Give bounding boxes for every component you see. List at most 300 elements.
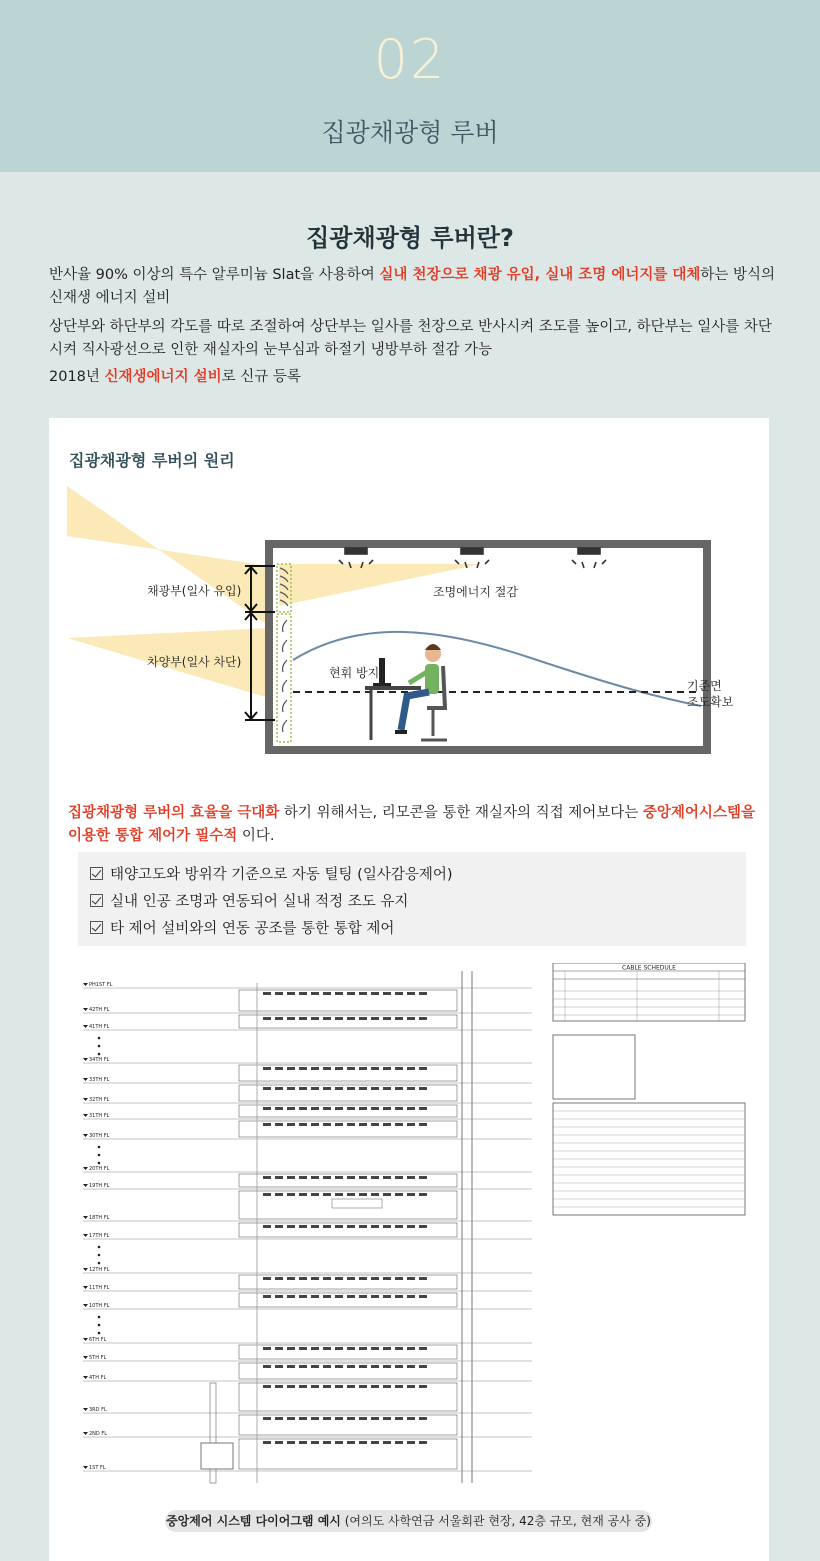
wiring-detail-box bbox=[553, 1035, 635, 1099]
louver-controller-icon bbox=[407, 1193, 415, 1196]
louver-controller-icon bbox=[287, 992, 295, 995]
floor-marker-icon bbox=[83, 1376, 88, 1379]
louver-controller-icon bbox=[407, 1087, 415, 1090]
louver-controller-icon bbox=[383, 1277, 391, 1280]
louver-controller-icon bbox=[407, 1295, 415, 1298]
louver-controller-icon bbox=[419, 1176, 427, 1179]
louver-controller-icon bbox=[347, 1441, 355, 1444]
louver-controller-icon bbox=[263, 1277, 271, 1280]
louver-controller-icon bbox=[299, 1107, 307, 1110]
floor-device-group bbox=[239, 1105, 457, 1117]
floor-label: 17TH FL bbox=[89, 1233, 110, 1239]
louver-controller-icon bbox=[347, 1067, 355, 1070]
control-description: 집광채광형 루버의 효율을 극대화 하기 위해서는, 리모콘을 통한 재실자의 직접 제어보다는 중앙제어시스템을 이용한 통합 제어가 필수적 이다. bbox=[68, 805, 755, 844]
louver-controller-icon bbox=[371, 1295, 379, 1298]
louver-controller-icon bbox=[359, 1385, 367, 1388]
floor-label: 11TH FL bbox=[89, 1285, 110, 1291]
louver-controller-icon bbox=[371, 1441, 379, 1444]
louver-controller-icon bbox=[419, 1067, 427, 1070]
louver-controller-icon bbox=[335, 1365, 343, 1368]
louver-controller-icon bbox=[275, 1107, 283, 1110]
louver-controller-icon bbox=[335, 1417, 343, 1420]
floor-label: 5TH FL bbox=[89, 1355, 107, 1361]
louver-controller-icon bbox=[407, 1123, 415, 1126]
control-panel-box bbox=[201, 1443, 233, 1469]
louver-controller-icon bbox=[323, 1417, 331, 1420]
louver-controller-icon bbox=[347, 1365, 355, 1368]
floor-label: 20TH FL bbox=[89, 1166, 110, 1172]
louver-controller-icon bbox=[347, 1295, 355, 1298]
louver-controller-icon bbox=[311, 1176, 319, 1179]
checkbox-icon bbox=[90, 921, 103, 934]
louver-controller-icon bbox=[359, 1417, 367, 1420]
checklist-item: 태양고도와 방위각 기준으로 자동 틸팅 (일사감응제어) bbox=[90, 860, 734, 887]
louver-controller-icon bbox=[311, 1067, 319, 1070]
louver-controller-icon bbox=[347, 1417, 355, 1420]
floor-skip-dot bbox=[98, 1053, 101, 1056]
glare-label: 현휘 방지 bbox=[329, 666, 380, 680]
louver-controller-icon bbox=[395, 1123, 403, 1126]
louver-controller-icon bbox=[359, 1017, 367, 1020]
louver-controller-icon bbox=[407, 1107, 415, 1110]
louver-controller-icon bbox=[371, 1277, 379, 1280]
floor-label: 33TH FL bbox=[89, 1077, 110, 1083]
intro-title: 집광채광형 루버란? bbox=[306, 224, 514, 252]
highlight-text: 집광채광형 루버의 효율을 극대화 bbox=[68, 805, 280, 821]
louver-controller-icon bbox=[263, 1347, 271, 1350]
louver-controller-icon bbox=[299, 1017, 307, 1020]
central-control-system-diagram bbox=[77, 963, 751, 1493]
louver-controller-icon bbox=[287, 1441, 295, 1444]
louver-controller-icon bbox=[347, 992, 355, 995]
louver-controller-icon bbox=[419, 1295, 427, 1298]
louver-controller-icon bbox=[287, 1365, 295, 1368]
louver-controller-icon bbox=[299, 1347, 307, 1350]
louver-controller-icon bbox=[311, 1017, 319, 1020]
floor-skip-dot bbox=[98, 1332, 101, 1335]
louver-controller-icon bbox=[347, 1225, 355, 1228]
louver-controller-icon bbox=[263, 992, 271, 995]
louver-controller-icon bbox=[347, 1277, 355, 1280]
louver-controller-icon bbox=[383, 1295, 391, 1298]
louver-controller-icon bbox=[395, 1385, 403, 1388]
louver-controller-icon bbox=[347, 1087, 355, 1090]
louver-controller-icon bbox=[359, 1067, 367, 1070]
upper-part-label: 채광부(일사 유입) bbox=[147, 584, 242, 598]
louver-controller-icon bbox=[287, 1193, 295, 1196]
section-title: 집광채광형 루버 bbox=[321, 118, 499, 147]
louver-controller-icon bbox=[359, 1441, 367, 1444]
floor-marker-icon bbox=[83, 1058, 88, 1061]
louver-controller-icon bbox=[311, 1107, 319, 1110]
louver-controller-icon bbox=[323, 1123, 331, 1126]
louver-controller-icon bbox=[407, 1365, 415, 1368]
louver-controller-icon bbox=[395, 1176, 403, 1179]
floor-label: 19TH FL bbox=[89, 1183, 110, 1189]
floor-marker-icon bbox=[83, 1025, 88, 1028]
louver-controller-icon bbox=[419, 1365, 427, 1368]
louver-controller-icon bbox=[383, 1385, 391, 1388]
louver-controller-icon bbox=[419, 1385, 427, 1388]
louver-controller-icon bbox=[335, 1087, 343, 1090]
lower-part-label: 차양부(일사 차단) bbox=[147, 655, 242, 669]
louver-controller-icon bbox=[371, 1017, 379, 1020]
louver-controller-icon bbox=[323, 1277, 331, 1280]
louver-controller-icon bbox=[419, 1417, 427, 1420]
louver-controller-icon bbox=[275, 992, 283, 995]
floor-label: 12TH FL bbox=[89, 1267, 110, 1273]
floor-label: 2ND FL bbox=[89, 1431, 108, 1437]
floor-label: PH1ST FL bbox=[89, 982, 113, 988]
louver-controller-icon bbox=[371, 1417, 379, 1420]
louver-controller-icon bbox=[323, 1295, 331, 1298]
floor-lines bbox=[83, 988, 532, 1471]
floor-marker-icon bbox=[83, 1268, 88, 1271]
louver-controller-icon bbox=[287, 1176, 295, 1179]
louver-controller-icon bbox=[323, 1193, 331, 1196]
louver-controller-icon bbox=[275, 1277, 283, 1280]
schedule-title: CABLE SCHEDULE bbox=[622, 964, 676, 972]
louver-controller-icon bbox=[383, 1107, 391, 1110]
louver-controller-icon bbox=[287, 1225, 295, 1228]
louver-controller-icon bbox=[275, 1347, 283, 1350]
louver-controller-icon bbox=[383, 1017, 391, 1020]
louver-controller-icon bbox=[335, 1295, 343, 1298]
louver-controller-icon bbox=[263, 1107, 271, 1110]
louver-controller-icon bbox=[335, 1107, 343, 1110]
floor-skip-dot bbox=[98, 1316, 101, 1319]
floor-label: 18TH FL bbox=[89, 1215, 110, 1221]
section-number: 02 bbox=[373, 28, 447, 91]
feature-checklist bbox=[78, 852, 746, 946]
louver-controller-icon bbox=[335, 1017, 343, 1020]
louver-controller-icon bbox=[419, 1017, 427, 1020]
louver-controller-icon bbox=[275, 1365, 283, 1368]
louver-controller-icon bbox=[275, 1385, 283, 1388]
louver-controller-icon bbox=[263, 1193, 271, 1196]
louver-controller-icon bbox=[371, 992, 379, 995]
floor-label: 4TH FL bbox=[89, 1375, 107, 1381]
energy-saving-label: 조명에너지 절감 bbox=[433, 585, 518, 599]
floor-label: 32TH FL bbox=[89, 1097, 110, 1103]
louver-controller-icon bbox=[359, 1087, 367, 1090]
louver-controller-icon bbox=[311, 1347, 319, 1350]
louver-controller-icon bbox=[383, 1123, 391, 1126]
louver-controller-icon bbox=[287, 1295, 295, 1298]
louver-controller-icon bbox=[407, 1385, 415, 1388]
floor-device-group bbox=[239, 1015, 457, 1028]
louver-controller-icon bbox=[299, 1277, 307, 1280]
highlight-text: 중앙제어시스템을 이용한 통합 제어가 필수적 bbox=[68, 805, 755, 844]
louver-controller-icon bbox=[395, 1087, 403, 1090]
checkbox-icon bbox=[90, 867, 103, 880]
floor-marker-icon bbox=[83, 1008, 88, 1011]
louver-controller-icon bbox=[311, 1277, 319, 1280]
louver-controller-icon bbox=[359, 1107, 367, 1110]
floor-label: 34TH FL bbox=[89, 1057, 110, 1063]
louver-controller-icon bbox=[371, 1067, 379, 1070]
louver-controller-icon bbox=[383, 1193, 391, 1196]
louver-controller-icon bbox=[323, 1067, 331, 1070]
louver-controller-icon bbox=[395, 992, 403, 995]
floor-marker-icon bbox=[83, 1134, 88, 1137]
checklist-item: 타 제어 설비와의 연동 공조를 통한 통합 제어 bbox=[90, 914, 734, 941]
highlight-text: 실내 천장으로 채광 유입, 실내 조명 에너지를 대체 bbox=[379, 267, 701, 283]
louver-controller-icon bbox=[383, 1225, 391, 1228]
louver-controller-icon bbox=[407, 1277, 415, 1280]
louver-controller-icon bbox=[359, 1176, 367, 1179]
louver-controller-icon bbox=[311, 1225, 319, 1228]
louver-controller-icon bbox=[395, 1067, 403, 1070]
louver-controller-icon bbox=[299, 1441, 307, 1444]
louver-controller-icon bbox=[287, 1067, 295, 1070]
louver-controller-icon bbox=[407, 1176, 415, 1179]
louver-principle-illustration bbox=[61, 478, 761, 768]
louver-controller-icon bbox=[263, 1123, 271, 1126]
louver-controller-icon bbox=[359, 1123, 367, 1126]
louver-controller-icon bbox=[395, 1193, 403, 1196]
floor-marker-icon bbox=[83, 1234, 88, 1237]
louver-controller-icon bbox=[347, 1123, 355, 1126]
louver-controller-icon bbox=[419, 1193, 427, 1196]
floor-skip-dot bbox=[98, 1045, 101, 1048]
louver-controller-icon bbox=[299, 1176, 307, 1179]
louver-controller-icon bbox=[299, 1225, 307, 1228]
louver-controller-icon bbox=[311, 1385, 319, 1388]
louver-controller-icon bbox=[263, 1385, 271, 1388]
intro-paragraph-1: 반사율 90% 이상의 특수 알루미늄 Slat을 사용하여 실내 천장으로 채광 유입, 실내 조명 에너지를 대체하는 방식의 신재생 에너지 설비 bbox=[49, 267, 776, 306]
incoming-sunlight bbox=[67, 486, 269, 626]
louver-controller-icon bbox=[347, 1385, 355, 1388]
louver-controller-icon bbox=[299, 1067, 307, 1070]
louver-controller-icon bbox=[371, 1087, 379, 1090]
floor-label: 3RD FL bbox=[89, 1407, 107, 1413]
louver-controller-icon bbox=[287, 1277, 295, 1280]
louver-controller-icon bbox=[299, 1087, 307, 1090]
louver-controller-icon bbox=[407, 1441, 415, 1444]
louver-controller-icon bbox=[395, 1347, 403, 1350]
louver-controller-icon bbox=[371, 1225, 379, 1228]
floor-marker-icon bbox=[83, 1356, 88, 1359]
louver-controller-icon bbox=[347, 1017, 355, 1020]
louver-controller-icon bbox=[383, 1087, 391, 1090]
floor-skip-dot bbox=[98, 1146, 101, 1149]
louver-controller-icon bbox=[347, 1193, 355, 1196]
louver-controller-icon bbox=[323, 1225, 331, 1228]
cable-schedule-table bbox=[553, 963, 745, 1215]
louver-controller-icon bbox=[299, 1385, 307, 1388]
floor-labels bbox=[83, 982, 113, 1471]
louver-controller-icon bbox=[335, 1347, 343, 1350]
louver-controller-icon bbox=[371, 1193, 379, 1196]
louver-controller-icon bbox=[335, 1067, 343, 1070]
floor-label: 6TH FL bbox=[89, 1337, 107, 1343]
louver-controller-icon bbox=[263, 1176, 271, 1179]
floor-label: 31TH FL bbox=[89, 1113, 110, 1119]
floor-skip-dot bbox=[98, 1262, 101, 1265]
louver-controller-icon bbox=[287, 1017, 295, 1020]
louver-controller-icon bbox=[287, 1347, 295, 1350]
louver-controller-icon bbox=[323, 1385, 331, 1388]
floor-marker-icon bbox=[83, 1216, 88, 1219]
louver-controller-icon bbox=[323, 1441, 331, 1444]
louver-controller-icon bbox=[419, 1087, 427, 1090]
louver-controller-icon bbox=[359, 1225, 367, 1228]
louver-controller-icon bbox=[395, 1277, 403, 1280]
louver-controller-icon bbox=[323, 1087, 331, 1090]
louver-controller-icon bbox=[371, 1347, 379, 1350]
louver-controller-icon bbox=[323, 1347, 331, 1350]
louver-controller-icon bbox=[359, 992, 367, 995]
louver-controller-icon bbox=[263, 1017, 271, 1020]
louver-controller-icon bbox=[287, 1087, 295, 1090]
louver-controller-icon bbox=[275, 1176, 283, 1179]
louver-controller-icon bbox=[383, 1347, 391, 1350]
floor-marker-icon bbox=[83, 1408, 88, 1411]
diagram-caption: 중앙제어 시스템 다이어그램 예시 (여의도 사학연금 서울회관 현장, 42층 규모, 현재 공사 중) bbox=[165, 1510, 652, 1532]
louver-controller-icon bbox=[371, 1107, 379, 1110]
intro-paragraph-3: 2018년 신재생에너지 설비로 신규 등록 bbox=[49, 369, 301, 385]
louver-controller-icon bbox=[395, 1225, 403, 1228]
louver-controller-icon bbox=[335, 1193, 343, 1196]
louver-controller-icon bbox=[419, 1347, 427, 1350]
louver-controller-icon bbox=[383, 1441, 391, 1444]
louver-controller-icon bbox=[347, 1347, 355, 1350]
louver-controller-icon bbox=[299, 1417, 307, 1420]
floor-marker-icon bbox=[83, 1304, 88, 1307]
louver-controller-icon bbox=[335, 1225, 343, 1228]
louver-controller-icon bbox=[347, 1107, 355, 1110]
louver-controller-icon bbox=[323, 1107, 331, 1110]
louver-controller-icon bbox=[299, 1193, 307, 1196]
louver-controller-icon bbox=[359, 1193, 367, 1196]
louver-controller-icon bbox=[335, 1385, 343, 1388]
floor-label: 30TH FL bbox=[89, 1133, 110, 1139]
louver-controller-icon bbox=[311, 1295, 319, 1298]
floor-marker-icon bbox=[83, 1338, 88, 1341]
louver-controller-icon bbox=[407, 1067, 415, 1070]
floor-label: 42TH FL bbox=[89, 1007, 110, 1013]
louver-controller-icon bbox=[299, 1123, 307, 1126]
louver-controller-icon bbox=[299, 1295, 307, 1298]
floor-label: 41TH FL bbox=[89, 1024, 110, 1030]
louver-controller-icon bbox=[359, 1295, 367, 1298]
floor-marker-icon bbox=[83, 1432, 88, 1435]
louver-controller-icon bbox=[275, 1225, 283, 1228]
floor-marker-icon bbox=[83, 1466, 88, 1469]
louver-controller-icon bbox=[395, 1417, 403, 1420]
louver-controller-icon bbox=[263, 1295, 271, 1298]
louver-controller-icon bbox=[395, 1295, 403, 1298]
louver-controller-icon bbox=[383, 1365, 391, 1368]
louver-controller-icon bbox=[311, 1417, 319, 1420]
louver-controller-icon bbox=[383, 1176, 391, 1179]
louver-controller-icon bbox=[323, 992, 331, 995]
floor-skip-dot bbox=[98, 1154, 101, 1157]
illuminance-label: 조도확보 bbox=[687, 695, 734, 709]
reference-label: 기준면 bbox=[687, 679, 722, 693]
louver-controller-icon bbox=[275, 1067, 283, 1070]
louver-controller-icon bbox=[419, 1123, 427, 1126]
louver-controller-icon bbox=[371, 1176, 379, 1179]
louver-controller-icon bbox=[275, 1193, 283, 1196]
floor-marker-icon bbox=[83, 1078, 88, 1081]
floor-skip-dot bbox=[98, 1246, 101, 1249]
checkbox-icon bbox=[90, 894, 103, 907]
louver-controller-icon bbox=[311, 1123, 319, 1126]
louver-controller-icon bbox=[263, 1441, 271, 1444]
louver-controller-icon bbox=[407, 1017, 415, 1020]
floor-skip-dot bbox=[98, 1324, 101, 1327]
louver-controller-icon bbox=[335, 1123, 343, 1126]
louver-controller-icon bbox=[263, 1225, 271, 1228]
louver-controller-icon bbox=[263, 1365, 271, 1368]
louver-controller-icon bbox=[323, 1017, 331, 1020]
louver-controller-icon bbox=[263, 1067, 271, 1070]
louver-controller-icon bbox=[299, 1365, 307, 1368]
floor-label: 10TH FL bbox=[89, 1303, 110, 1309]
louver-controller-icon bbox=[407, 992, 415, 995]
louver-controller-icon bbox=[383, 1417, 391, 1420]
floor-marker-icon bbox=[83, 1098, 88, 1101]
louver-controller-icon bbox=[275, 1417, 283, 1420]
floor-marker-icon bbox=[83, 983, 88, 986]
louver-controller-icon bbox=[287, 1385, 295, 1388]
louver-controller-icon bbox=[275, 1441, 283, 1444]
louver-controller-icon bbox=[383, 1067, 391, 1070]
louver-controller-icon bbox=[407, 1347, 415, 1350]
louver-controller-icon bbox=[263, 1087, 271, 1090]
louver-controller-icon bbox=[323, 1176, 331, 1179]
floor-skip-dot bbox=[98, 1254, 101, 1257]
louver-controller-icon bbox=[311, 1441, 319, 1444]
louver-controller-icon bbox=[335, 1176, 343, 1179]
louver-controller-icon bbox=[287, 1417, 295, 1420]
principle-card bbox=[49, 418, 769, 1561]
louver-controller-icon bbox=[347, 1176, 355, 1179]
louver-controller-icon bbox=[359, 1347, 367, 1350]
intro-paragraph-2: 상단부와 하단부의 각도를 따로 조절하여 상단부는 일사를 천장으로 반사시켜 조도를 높이고, 하단부는 일사를 차단시켜 직사광선으로 인한 재실자의 눈부심과 하절기 냉방부하 절감 가능 bbox=[49, 319, 772, 358]
louver-controller-icon bbox=[287, 1123, 295, 1126]
floor-marker-icon bbox=[83, 1286, 88, 1289]
louver-controller-icon bbox=[383, 992, 391, 995]
checklist-item: 실내 인공 조명과 연동되어 실내 적정 조도 유지 bbox=[90, 887, 734, 914]
floor-marker-icon bbox=[83, 1167, 88, 1170]
louver-controller-icon bbox=[407, 1417, 415, 1420]
louver-controller-icon bbox=[371, 1123, 379, 1126]
highlight-text: 신재생에너지 설비 bbox=[104, 369, 222, 385]
louver-controller-icon bbox=[311, 1193, 319, 1196]
louver-controller-icon bbox=[335, 1277, 343, 1280]
louver-controller-icon bbox=[275, 1123, 283, 1126]
louver-controller-icon bbox=[335, 992, 343, 995]
louver-controller-icon bbox=[371, 1385, 379, 1388]
louver-controller-icon bbox=[263, 1417, 271, 1420]
floor-label: 1ST FL bbox=[89, 1465, 106, 1471]
louver-controller-icon bbox=[395, 1107, 403, 1110]
louver-controller-icon bbox=[407, 1225, 415, 1228]
card-title: 집광채광형 루버의 원리 bbox=[69, 451, 235, 470]
louver-controller-icon bbox=[323, 1365, 331, 1368]
louver-controller-icon bbox=[419, 1277, 427, 1280]
louver-controller-icon bbox=[311, 1087, 319, 1090]
louver-controller-icon bbox=[419, 992, 427, 995]
floor-skip-dot bbox=[98, 1162, 101, 1165]
louver-controller-icon bbox=[395, 1365, 403, 1368]
floor-marker-icon bbox=[83, 1114, 88, 1117]
louver-controller-icon bbox=[395, 1441, 403, 1444]
louver-controller-icon bbox=[419, 1225, 427, 1228]
